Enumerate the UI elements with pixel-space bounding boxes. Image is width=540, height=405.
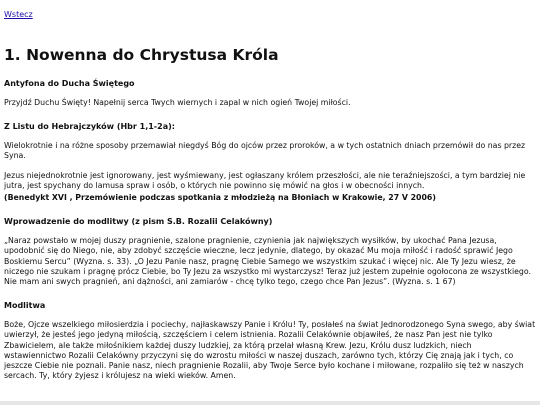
antyfona-text: Przyjdź Duchu Święty! Napełnij serca Twych wiernych i zapal w nich ogień Twojej miłości. — [4, 98, 351, 107]
horizontal-scrollbar[interactable] — [0, 401, 540, 405]
hebrajczykow-heading: Z Listu do Hebrajczyków (Hbr 1,1-2a): — [4, 122, 175, 132]
page-title: 1. Nowenna do Chrystusa Króla — [4, 46, 279, 64]
wprowadzenie-heading: Wprowadzenie do modlitwy (z pism S.B. Rozalii Celakówny) — [4, 217, 273, 227]
modlitwa-text: Boże, Ojcze wszelkiego miłosierdzia i pociechy, najłaskawszy Panie i Królu! Ty, posłałeś na świat Jednorodzonego Syna swego, aby świat uwierzył, że jesteś jego jedyną miłością, szczęściem i celem istnienia. Rozalii Celakównie objawiłeś, że nasz Pan jest nie tylko Zbawicielem, ale także miłośnikiem każdej duszy ludzkiej, za którą przelał własną Krew. Jezu, Królu dusz ludzkich, niech wstawiennictwo Rozalii Celakówny przyczyni się do wzrostu miłości w naszej duszach, zarówno tych, którzy Cię znają jak i tych, co jeszcze Ciebie nie poznali. Panie nasz, niech pragnienie Rozalii, aby Twoje Serce było kochane i miłowane, rozpaliło się też w naszych sercach. Ty, który żyjesz i królujesz na wieki wieków. Amen. — [4, 320, 536, 381]
hebrajczykow-source: (Benedykt XVI , Przemówienie podczas spotkania z młodzieżą na Błoniach w Krakowie, 27 V 2006) — [4, 193, 436, 203]
antyfona-heading: Antyfona do Ducha Świętego — [4, 79, 135, 88]
back-link[interactable]: Wstecz — [4, 10, 33, 19]
hebrajczykow-text: Wielokrotnie i na różne sposoby przemawiał niegdyś Bóg do ojców przez proroków, a w tych ostatnich dniach przemówił do nas przez Syna. — [4, 141, 526, 161]
hebrajczykow-commentary: Jezus niejednokrotnie jest ignorowany, jest wyśmiewany, jest ogłaszany królem przeszłości, ale nie teraźniejszości, a tym bardziej nie jutra, jest spychany do lamusa spraw i osób, o których nie powinno się mówić na głos i w obecności innych. — [4, 170, 526, 190]
wprowadzenie-text: „Naraz powstało w mojej duszy pragnienie, szalone pragnienie, czynienia jak największych wysiłków, by ukochać Pana Jezusa, upodobnić się do Niego, nie, aby zdobyć szczęście wieczne, lecz jedynie, dlatego, by okazać Mu moja miłość i radość sprawić Jego Boskiemu Sercu” (Wyzna. s. 33). „O Jezu Panie nasz, pragnę Ciebie Samego we wszystkim szukać i więcej nic. Ale Ty Jezu wiesz, że niczego nie szukam i pragnę prócz Ciebie, bo Ty Jezu za wszystko mi wystarczysz! Teraz już jestem zupełnie ogołocona ze wszystkiego. Nie mam ani swych pragnień, ani dążności, ani zamiarów - chcę tylko tego, czego chce Pan Jezus”. (Wyzna. s. 1 67) — [4, 236, 531, 287]
modlitwa-heading: Modlitwa — [4, 301, 46, 311]
